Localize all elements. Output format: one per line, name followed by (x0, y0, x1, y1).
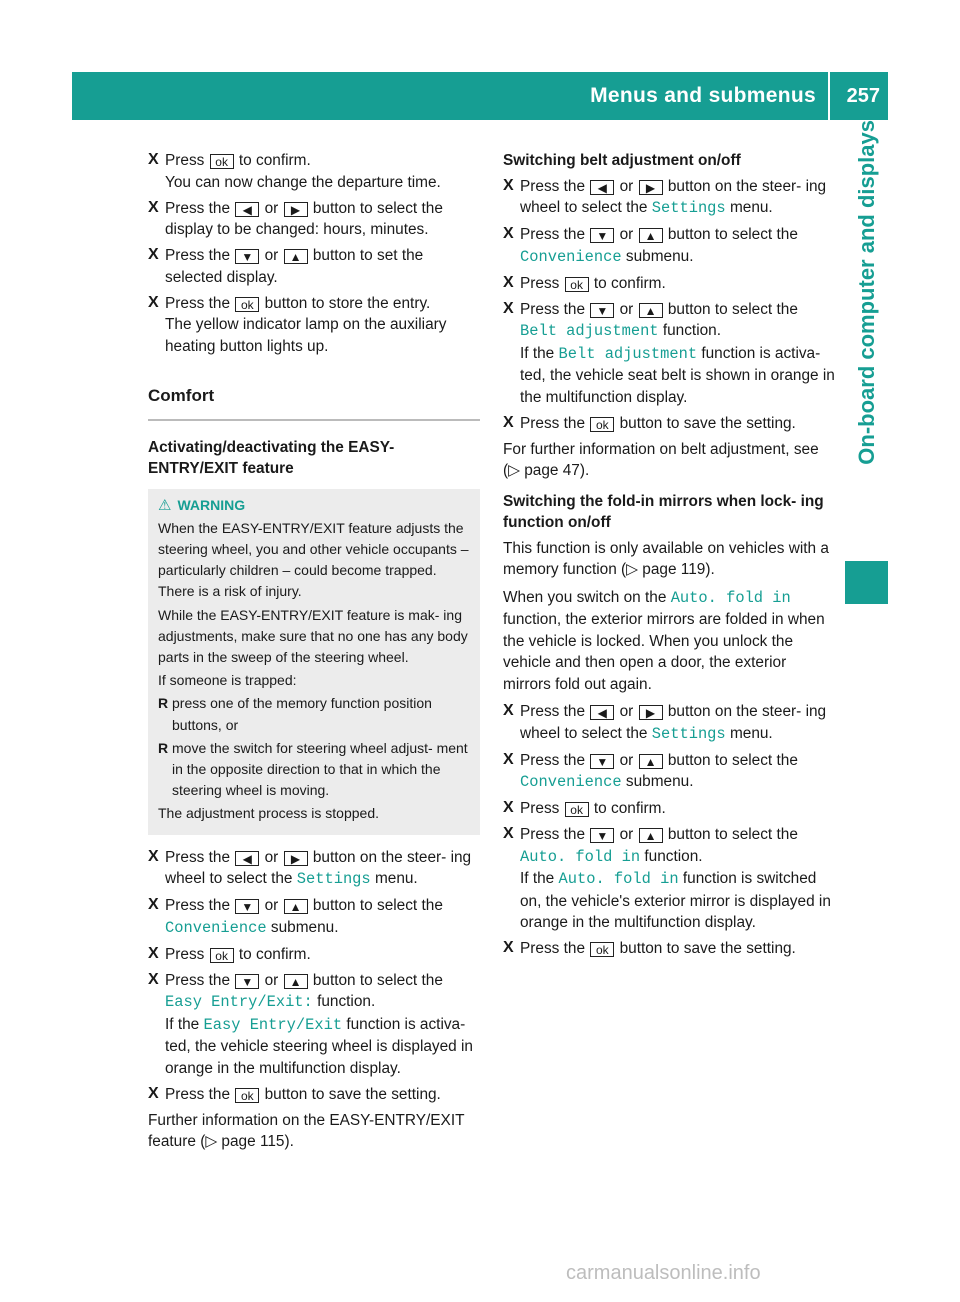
ok-button-icon: ok (590, 417, 614, 432)
instruction-step: X Press ok to confirm. (503, 273, 666, 292)
display-term: Easy Entry/Exit: (165, 993, 313, 1012)
down-arrow-button-icon: ▼ (590, 228, 614, 243)
display-term: Easy Entry/Exit (203, 1015, 343, 1034)
up-arrow-button-icon: ▲ (284, 899, 308, 914)
left-arrow-button-icon: ◀ (590, 705, 614, 720)
body-text: When you switch on the Auto. fold in function, the exterior mirrors are folded in when the vehicle is locked. When you unlock the vehicle and then open a door, the exterior mirrors fold out again. (503, 588, 825, 693)
instruction-step: X Press the ▼ or ▲ button to set the selected display. (148, 246, 424, 286)
warning-text: When the EASY-ENTRY/EXIT feature adjusts the steering wheel, you and other vehicle occupants – particularly children – could become trapped. There is a risk of injury. (158, 519, 469, 600)
instruction-step: X Press the ok button to store the entry. The yellow indicator lamp on the auxiliary heating button lights up. (148, 293, 447, 355)
display-term: Belt adjustment (520, 322, 659, 340)
step-marker-icon: X (503, 413, 514, 431)
instruction-step: X Press the ◀ or ▶ button on the steer- ing wheel to select the Settings menu. (148, 847, 472, 889)
ok-button-icon: ok (565, 802, 589, 817)
warning-text: If someone is trapped: (158, 672, 297, 689)
instruction-step: X Press the ok button to save the setting. (503, 939, 796, 957)
subsection-heading: Activating/deactivating the EASY-ENTRY/EXIT feature (148, 438, 395, 477)
left-arrow-button-icon: ◀ (590, 180, 614, 195)
side-section-title (845, 120, 888, 544)
step-marker-icon: X (503, 799, 514, 816)
step-marker-icon: X (503, 939, 514, 956)
warning-label: WARNING (177, 496, 246, 513)
down-arrow-button-icon: ▼ (590, 754, 614, 769)
ok-button-icon: ok (210, 154, 234, 169)
up-arrow-button-icon: ▲ (639, 754, 663, 769)
page-header (72, 72, 888, 120)
ok-button-icon: ok (565, 277, 589, 292)
step-marker-icon: X (503, 702, 514, 719)
down-arrow-button-icon: ▼ (235, 249, 259, 264)
watermark: carmanualsonline.info (566, 1262, 761, 1284)
step-marker-icon: X (148, 198, 159, 216)
subsection-heading: Switching the fold-in mirrors when lock- ing function on/off (503, 492, 824, 531)
section-heading-comfort: Comfort (148, 385, 480, 421)
warning-text: While the EASY-ENTRY/EXIT feature is mak- ing adjustments, make sure that no one has any body parts in the sweep of the steering wheel. (158, 606, 468, 665)
side-title-text: On-board computer and displays (854, 120, 879, 465)
instruction-step: X Press the ▼ or ▲ button to select the Easy Entry/Exit: function. If the Easy Entry/Exit function is activa- ted, the vehicle steering wheel is displayed in orange in the multifunction display. (148, 970, 473, 1077)
warning-icon: ⚠ (158, 496, 172, 514)
step-marker-icon: X (503, 176, 514, 194)
step-marker-icon: X (148, 246, 159, 263)
instruction-step: X Press the ▼ or ▲ button to select the Belt adjustment function. If the Belt adjustment function is activa- ted, the vehicle seat belt is shown in orange in the multifunction display. (503, 299, 835, 406)
instruction-step: X Press the ok button to save the setting. (148, 1084, 441, 1103)
instruction-step: X Press the ◀ or ▶ button on the steer- ing wheel to select the Settings menu. (503, 176, 827, 217)
instruction-step: X Press the ▼ or ▲ button to select the Convenience submenu. (503, 225, 798, 266)
up-arrow-button-icon: ▲ (284, 249, 308, 264)
up-arrow-button-icon: ▲ (284, 974, 308, 989)
instruction-step: X Press the ▼ or ▲ button to select the Convenience submenu. (503, 750, 798, 791)
header-title: Menus and submenus (590, 84, 816, 107)
body-text: This function is only available on vehicles with a memory function (▷ page 119). (503, 539, 829, 578)
step-marker-icon: X (148, 293, 159, 311)
up-arrow-button-icon: ▲ (639, 303, 663, 318)
page-number: 257 (846, 85, 880, 107)
display-term: Auto. fold in (520, 847, 641, 866)
step-marker-icon: X (148, 896, 159, 914)
step-marker-icon: X (503, 299, 514, 317)
display-term: Auto. fold in (670, 588, 791, 607)
step-marker-icon: X (148, 847, 159, 865)
right-arrow-button-icon: ▶ (284, 851, 308, 866)
down-arrow-button-icon: ▼ (590, 303, 614, 318)
right-column (503, 150, 835, 964)
up-arrow-button-icon: ▲ (639, 828, 663, 843)
instruction-step: X Press the ▼ or ▲ button to select the Convenience submenu. (148, 896, 443, 937)
down-arrow-button-icon: ▼ (235, 899, 259, 914)
ok-button-icon: ok (210, 948, 234, 963)
instruction-step: X Press ok to confirm. You can now change the departure time. (148, 151, 441, 191)
instruction-step: X Press the ▼ or ▲ button to select the Auto. fold in function. If the Auto. fold in function is switched on, the vehicle's exterior mirror is displayed in orange in the multifunction display. (503, 825, 831, 931)
side-tab-marker (845, 561, 888, 604)
cross-reference: Further information on the EASY-ENTRY/EXIT feature (▷ page 115). (148, 1111, 465, 1151)
header-separator (828, 72, 830, 120)
left-column (148, 150, 480, 1159)
ok-button-icon: ok (235, 1088, 259, 1103)
step-marker-icon: X (503, 750, 514, 768)
instruction-step: X Press the ◀ or ▶ button to select the display to be changed: hours, minutes. (148, 198, 443, 238)
left-arrow-button-icon: ◀ (235, 851, 259, 866)
ok-button-icon: ok (590, 942, 614, 957)
right-arrow-button-icon: ▶ (639, 180, 663, 195)
display-term: Settings (651, 199, 726, 217)
left-arrow-button-icon: ◀ (235, 202, 259, 217)
warning-text: The adjustment process is stopped. (158, 805, 380, 822)
cross-reference: For further information on belt adjustment, see (▷ page 47). (503, 440, 819, 479)
instruction-step: X Press the ok button to save the setting. (503, 413, 796, 432)
display-term: Auto. fold in (558, 870, 679, 888)
display-term: Settings (296, 870, 371, 889)
display-term: Convenience (520, 247, 622, 266)
instruction-step: X Press ok to confirm. (503, 799, 666, 817)
warning-box (148, 489, 480, 835)
step-marker-icon: X (148, 151, 159, 168)
warning-bullet: R press one of the memory function position buttons, or (158, 695, 432, 733)
bullet-icon: R (158, 739, 169, 756)
step-marker-icon: X (148, 970, 159, 988)
subsection-heading: Switching belt adjustment on/off (503, 152, 741, 169)
bullet-icon: R (158, 695, 169, 712)
step-marker-icon: X (148, 944, 159, 962)
step-marker-icon: X (503, 273, 514, 291)
warning-bullet: R move the switch for steering wheel adjust- ment in the opposite direction to that in which the steering wheel is moving. (158, 739, 468, 799)
display-term: Convenience (520, 773, 622, 791)
instruction-step: X Press the ◀ or ▶ button on the steer- ing wheel to select the Settings menu. (503, 702, 827, 743)
up-arrow-button-icon: ▲ (639, 228, 663, 243)
right-arrow-button-icon: ▶ (284, 202, 308, 217)
instruction-step: X Press ok to confirm. (148, 944, 311, 963)
step-marker-icon: X (148, 1084, 159, 1102)
display-term: Settings (651, 724, 726, 743)
down-arrow-button-icon: ▼ (235, 974, 259, 989)
step-marker-icon: X (503, 225, 514, 242)
display-term: Convenience (165, 918, 267, 937)
ok-button-icon: ok (235, 297, 259, 312)
right-arrow-button-icon: ▶ (639, 705, 663, 720)
down-arrow-button-icon: ▼ (590, 828, 614, 843)
step-marker-icon: X (503, 825, 514, 842)
display-term: Belt adjustment (558, 344, 698, 363)
